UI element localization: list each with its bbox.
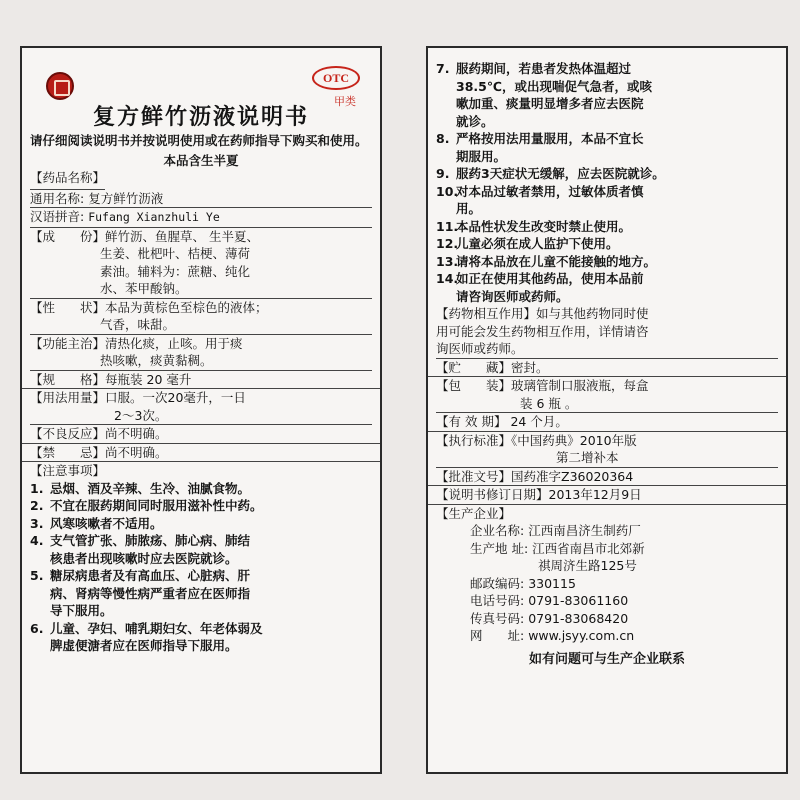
precaution-item xyxy=(22,515,380,533)
manufacturer-phone-value: 0791-83061160 xyxy=(528,593,629,608)
precaution-number: 10. xyxy=(436,183,459,199)
manufacturer-address-line: 江西省南昌市北郊新 xyxy=(532,540,645,556)
properties-section xyxy=(22,299,380,335)
interactions-line: 用可能会发生药物相互作用，详情请咨 xyxy=(436,323,649,339)
precaution-line: 核患者出现咳嗽时应去医院就诊。 xyxy=(50,550,238,566)
precaution-item xyxy=(428,183,786,218)
precaution-item xyxy=(428,235,786,253)
expiry-value: 24 个月。 xyxy=(510,414,568,429)
manufacturer-web-label: 网 址: xyxy=(470,628,525,643)
manufacturer-postcode-label: 邮政编码: xyxy=(470,575,525,591)
standard-line: 《中国药典》2010年版 xyxy=(511,432,637,448)
leaflet-left-panel xyxy=(20,46,382,774)
standard-label: 【执行标准】 xyxy=(436,432,512,448)
manufacturer-address-label: 生产地 址: xyxy=(470,540,529,556)
precaution-item xyxy=(428,218,786,236)
dosage-section xyxy=(22,389,380,425)
precaution-line: 嗽加重、痰量明显增多者应去医院 xyxy=(456,96,644,111)
precaution-number: 9. xyxy=(436,166,450,181)
contraindications-label: 【禁 忌】 xyxy=(30,444,106,460)
approval-value: 国药准字Z36020364 xyxy=(511,468,634,484)
precaution-item xyxy=(428,60,786,130)
precaution-line: 服药3天症状无缓解，应去医院就诊。 xyxy=(456,166,665,181)
ingredients-line: 生姜、枇杷叶、桔梗、薄荷 xyxy=(100,246,251,261)
contact-footer: 如有问题可与生产企业联系 xyxy=(528,651,685,667)
precaution-line: 本品性状发生改变时禁止使用。 xyxy=(456,218,632,234)
expiry-label: 【有 效 期】 xyxy=(436,414,507,429)
package-line: 装 6 瓶 。 xyxy=(436,395,778,414)
manufacturer-postcode-row xyxy=(428,575,786,593)
precaution-item xyxy=(428,253,786,271)
drug-name-header: 【药品名称】 xyxy=(30,169,105,190)
dosage-line: 2～3次。 xyxy=(30,407,372,426)
manufacturer-fax-value: 0791-83068420 xyxy=(528,610,629,626)
manufacturer-phone-label: 电话号码: xyxy=(470,593,525,608)
package-line: 玻璃管制口服液瓶，每盒 xyxy=(511,378,649,393)
interactions-section xyxy=(428,305,786,359)
manufacturer-web-value: www.jsyy.com.cn xyxy=(528,628,635,643)
precaution-item xyxy=(428,130,786,165)
contains-notice: 本品含生半夏 xyxy=(163,153,239,168)
precaution-line: 用。 xyxy=(456,201,482,216)
expiry-section xyxy=(428,413,786,432)
precaution-number: 5. xyxy=(30,568,44,583)
precaution-line: 期服用。 xyxy=(456,148,507,164)
otc-grade: 甲类 xyxy=(334,95,356,108)
precaution-number: 12. xyxy=(436,236,459,251)
precaution-line: 请咨询医师或药师。 xyxy=(456,288,569,304)
indications-line: 热咳嗽，痰黄黏稠。 xyxy=(30,352,372,371)
precaution-number: 13. xyxy=(436,253,459,269)
generic-name-value: 复方鲜竹沥液 xyxy=(88,190,164,206)
contraindications-value: 尚不明确。 xyxy=(105,444,168,460)
precaution-line: 导下服用。 xyxy=(50,603,113,618)
precaution-number: 6. xyxy=(30,620,44,636)
ingredients-line: 鲜竹沥、鱼腥草、 生半夏、 xyxy=(105,228,259,244)
storage-value: 密封。 xyxy=(511,359,549,375)
precaution-item xyxy=(428,270,786,305)
precaution-line: 严格按用法用量服用，本品不宜长 xyxy=(456,131,644,146)
leaflet-header xyxy=(22,48,380,130)
precaution-line: 糖尿病患者及有高血压、心脏病、肝 xyxy=(50,568,251,583)
precaution-number: 14. xyxy=(436,271,459,286)
specification-value: 每瓶装 20 毫升 xyxy=(105,371,192,387)
precaution-line: 38.5℃，或出现喘促气急者，或咳 xyxy=(456,78,652,94)
otc-badge: OTC xyxy=(312,66,360,90)
usage-notice: 请仔细阅读说明书并按说明使用或在药师指导下购买和使用。 xyxy=(30,133,368,148)
drug-name-section xyxy=(22,169,380,228)
manufacturer-fax-label: 传真号码: xyxy=(470,610,525,626)
precaution-line: 如正在使用其他药品，使用本品前 xyxy=(456,271,644,286)
precaution-line: 病、肾病等慢性病严重者应在医师指 xyxy=(50,585,251,601)
manufacturer-address-row xyxy=(428,540,786,558)
manufacturer-name-value: 江西南昌济生制药厂 xyxy=(528,523,641,538)
manufacturer-logo-icon xyxy=(46,72,74,100)
ingredients-section xyxy=(22,228,380,299)
standard-line: 第二增补本 xyxy=(436,449,778,468)
precaution-line: 儿童必须在成人监护下使用。 xyxy=(456,236,619,251)
properties-line: 本品为黄棕色至棕色的液体； xyxy=(105,299,268,315)
precaution-line: 风寒咳嗽者不适用。 xyxy=(50,515,163,531)
specification-section xyxy=(22,371,380,390)
package-section xyxy=(428,377,786,413)
properties-label: 【性 状】 xyxy=(30,299,106,315)
precaution-line: 儿童、孕妇、哺乳期妇女、年老体弱及 xyxy=(50,620,263,636)
adverse-value: 尚不明确。 xyxy=(105,426,168,441)
precaution-item xyxy=(22,532,380,567)
adverse-section xyxy=(22,425,380,444)
properties-line: 气香，味甜。 xyxy=(30,316,372,335)
ingredients-line: 水、苯甲酸钠。 xyxy=(30,280,372,299)
manufacturer-name-label: 企业名称: xyxy=(470,523,525,538)
precaution-line: 就诊。 xyxy=(456,113,494,129)
indications-line: 清热化痰，止咳。用于痰 xyxy=(105,335,243,351)
specification-label: 【规 格】 xyxy=(30,371,106,387)
standard-section xyxy=(428,432,786,468)
storage-label: 【贮 藏】 xyxy=(436,359,512,375)
precaution-number: 11. xyxy=(436,218,459,234)
pinyin-name-label: 汉语拼音: xyxy=(30,209,85,224)
manufacturer-name-row xyxy=(428,522,786,540)
storage-section xyxy=(428,359,786,378)
dosage-label: 【用法用量】 xyxy=(30,390,106,405)
manufacturer-fax-row xyxy=(428,610,786,628)
interactions-label: 【药物相互作用】 xyxy=(436,306,537,321)
precautions-header: 【注意事项】 xyxy=(30,463,106,478)
approval-section xyxy=(428,468,786,487)
manufacturer-postcode-value: 330115 xyxy=(528,575,576,591)
precaution-line: 对本品过敏者禁用，过敏体质者慎 xyxy=(456,183,644,199)
interactions-line: 如与其他药物同时使 xyxy=(536,306,649,321)
precaution-line: 请将本品放在儿童不能接触的地方。 xyxy=(456,253,657,269)
precaution-line: 不宜在服药期间同时服用滋补性中药。 xyxy=(50,498,263,513)
package-label: 【包 装】 xyxy=(436,378,512,393)
manufacturer-web-row xyxy=(428,627,786,645)
precaution-number: 2. xyxy=(30,498,44,513)
precaution-item xyxy=(22,480,380,498)
precaution-number: 1. xyxy=(30,480,44,496)
precaution-number: 8. xyxy=(436,131,450,146)
adverse-label: 【不良反应】 xyxy=(30,426,106,441)
revision-section xyxy=(428,486,786,505)
revision-value: 2013年12月9日 xyxy=(548,487,642,502)
precaution-line: 忌烟、酒及辛辣、生冷、油腻食物。 xyxy=(50,480,251,496)
precaution-item xyxy=(428,165,786,183)
ingredients-label: 【成 份】 xyxy=(30,228,106,244)
revision-label: 【说明书修订日期】 xyxy=(436,487,549,502)
precaution-number: 4. xyxy=(30,533,44,548)
manufacturer-address-line: 祺周济生路125号 xyxy=(538,558,637,573)
precaution-item xyxy=(22,620,380,655)
interactions-line: 询医师或药师。 xyxy=(436,340,778,359)
generic-name-label: 通用名称: xyxy=(30,190,85,206)
precaution-item xyxy=(22,497,380,515)
precaution-line: 支气管扩张、肺脓疡、肺心病、肺结 xyxy=(50,533,251,548)
ingredients-line: 素油。辅料为：蔗糖、纯化 xyxy=(100,263,251,279)
precaution-item xyxy=(22,567,380,620)
approval-label: 【批准文号】 xyxy=(436,468,512,484)
precaution-line: 脾虚便溏者应在医师指导下服用。 xyxy=(50,638,238,653)
manufacturer-phone-row xyxy=(428,592,786,610)
document-title: 复方鲜竹沥液说明书 xyxy=(92,105,309,130)
precaution-line: 服药期间，若患者发热体温超过 xyxy=(456,61,632,76)
indications-label: 【功能主治】 xyxy=(30,335,106,351)
precaution-number: 7. xyxy=(436,61,450,76)
manufacturer-header: 【生产企业】 xyxy=(436,505,512,521)
precaution-number: 3. xyxy=(30,515,44,531)
dosage-line: 口服。一次20毫升，一日 xyxy=(105,390,246,405)
leaflet-right-panel xyxy=(426,46,788,774)
pinyin-name-value: Fufang Xianzhuli Ye xyxy=(88,210,220,224)
indications-section xyxy=(22,335,380,371)
contraindications-section xyxy=(22,444,380,463)
